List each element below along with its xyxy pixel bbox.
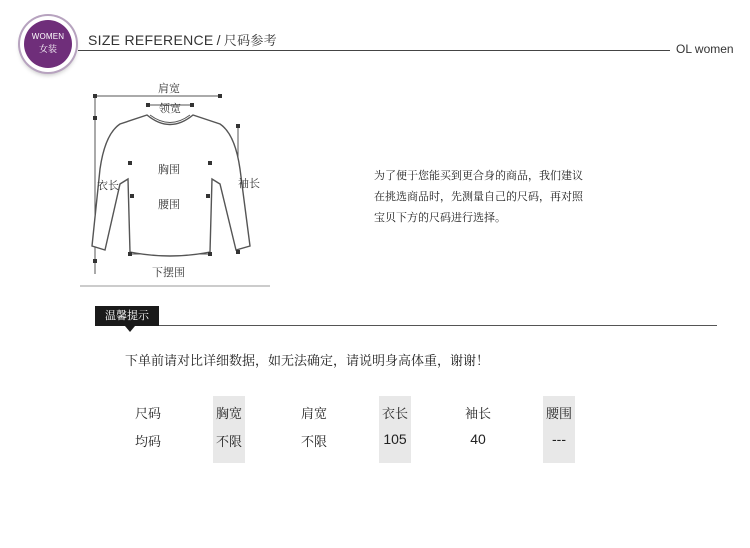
waist-header: 腰围 — [545, 407, 572, 422]
badge-text-zh: 女装 — [38, 45, 57, 55]
brand-badge — [20, 16, 76, 72]
chest-width-header: 胸宽 — [215, 407, 242, 422]
tip-text: 下单前请对比详细数据，如无法确定，请说明身高体重，谢谢！ — [125, 354, 490, 369]
waist-column — [543, 396, 575, 463]
size-value: 均码 — [134, 435, 161, 450]
tip-arrow-icon — [125, 326, 135, 332]
brand-name: OL women — [676, 42, 734, 56]
label-hem: 下摆围 — [152, 266, 185, 279]
label-waist: 腰围 — [158, 198, 180, 211]
shoulder-width-value: 不限 — [300, 435, 327, 450]
intro-line: 为了便于您能买到更合身的商品，我们建议 — [374, 169, 583, 182]
title-separator: / — [216, 32, 221, 48]
label-sleeve: 袖长 — [238, 177, 260, 190]
intro-paragraph — [374, 165, 634, 228]
sleeve-length-header: 袖长 — [464, 407, 491, 422]
length-header: 衣长 — [381, 407, 408, 422]
label-chest: 胸围 — [158, 163, 180, 176]
size-header: 尺码 — [134, 407, 161, 422]
label-shoulder: 肩宽 — [158, 82, 180, 95]
intro-line: 宝贝下方的尺码进行选择。 — [374, 211, 506, 224]
shoulder-width-column — [298, 396, 330, 463]
label-length: 衣长 — [97, 179, 119, 192]
brand-badge-inner — [24, 20, 72, 68]
length-column — [379, 396, 411, 463]
chest-width-column — [213, 396, 245, 463]
size-column — [132, 396, 164, 463]
intro-line: 在挑选商品时，先测量自己的尺码，再对照 — [374, 190, 583, 203]
waist-value: --- — [552, 431, 566, 447]
tip-tag: 温馨提示 — [95, 306, 159, 326]
badge-text-en: WOMEN — [31, 32, 65, 41]
chest-width-value: 不限 — [215, 435, 242, 450]
title-en: SIZE REFERENCE — [88, 32, 214, 48]
page-title — [88, 30, 277, 49]
measurement-diagram — [70, 74, 280, 294]
sleeve-length-value: 40 — [470, 431, 486, 447]
sleeve-length-column — [462, 396, 494, 463]
tip-divider — [95, 325, 717, 326]
label-collar: 领宽 — [159, 102, 181, 115]
header-divider — [78, 50, 670, 51]
sweater-illustration — [70, 74, 280, 290]
shoulder-width-header: 肩宽 — [300, 407, 327, 422]
length-value: 105 — [383, 431, 407, 447]
title-zh: 尺码参考 — [223, 34, 277, 49]
